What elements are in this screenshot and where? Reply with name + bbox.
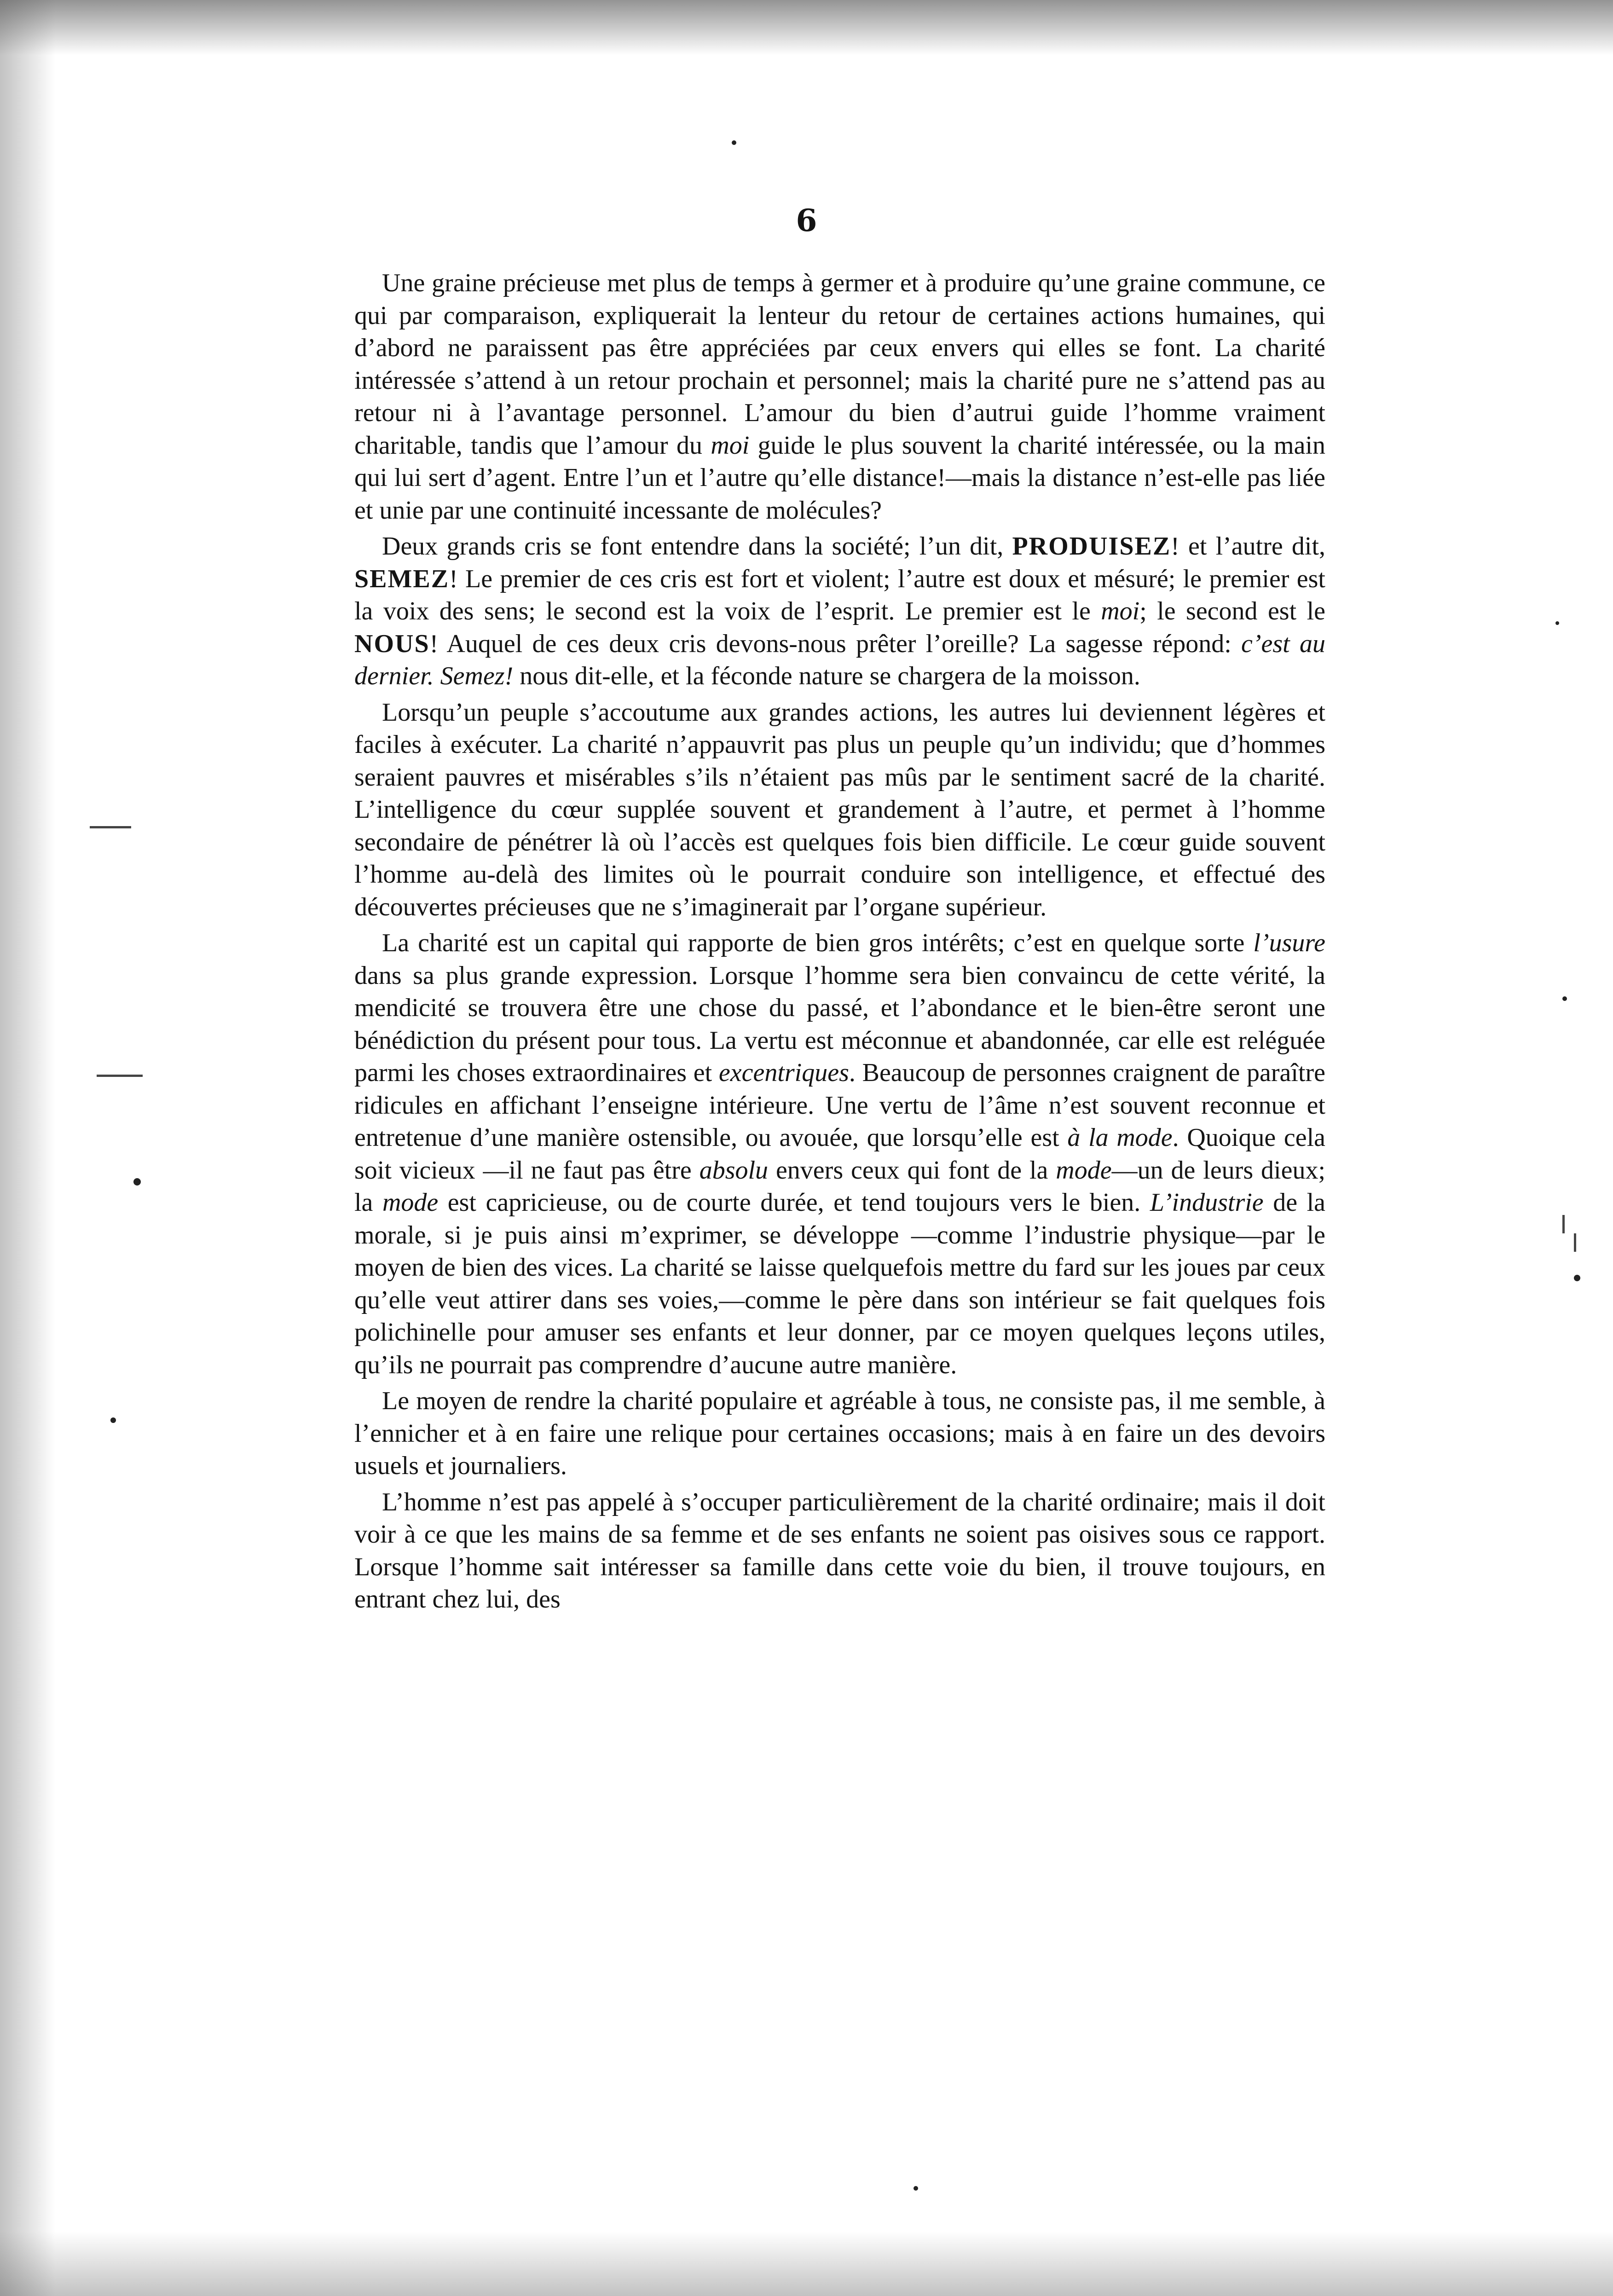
scan-edge-top [0, 0, 1613, 55]
paragraph-text: est capricieuse, ou de courte durée, et tend toujours vers le bien. [438, 1188, 1150, 1217]
body-text [354, 267, 1325, 1619]
paragraph-text: Le moyen de rendre la charité populaire et agréable à tous, ne consiste pas, il me semble, à l’ennicher et à en faire une relique pour certaines occasions; mais à en faire un des devoirs usuels et journaliers. [354, 1387, 1325, 1480]
paragraph-text: L’homme n’est pas appelé à s’occuper particulièrement de la charité ordinaire; mais il doit voir à ce que les mains de sa femme et de ses enfants ne soient pas oisives sous ce rapport. Lorsque l’homme sait intéresser sa famille dans cette voie du bien, il trouve toujours, en entrant chez lui, des [354, 1487, 1325, 1614]
italic-text: mode [382, 1188, 439, 1217]
paragraph [354, 1385, 1325, 1482]
paragraph-text: . Quoique cela soit vicieux —il ne faut pas être [354, 1123, 1325, 1185]
italic-text: moi [711, 431, 750, 460]
scan-edge-left [0, 0, 55, 2296]
emphasized-caps-text: SEMEZ [354, 564, 450, 593]
margin-mark [97, 1075, 143, 1077]
italic-text: c’est au dernier. Semez! [354, 629, 1326, 690]
paragraph [354, 1486, 1325, 1616]
paragraph-text: ; le second est le [1139, 597, 1325, 625]
paragraph-text: de la morale, si je puis ainsi m’exprimer, se développe —comme l’industrie physique—par le moyen de bien des vices. La charité se laisse quelquefois mettre du fard sur les joues par ceux qu’elle veut attirer dans ses voies,—comme le père dans son intérieur se fait quelques fois polichinelle pour amuser ses enfants et leur donner, par ce moyen quelques leçons utiles, qu’ils ne pourrait pas comprendre d’aucune autre manière. [354, 1188, 1325, 1379]
italic-text: L’industrie [1150, 1188, 1264, 1217]
italic-text: à la mode [1067, 1123, 1173, 1152]
paragraph-text: ! Auquel de ces deux cris devons-nous prêter l’oreille? La sagesse répond: [429, 629, 1242, 658]
paragraph-text: envers ceux qui font de la [768, 1156, 1056, 1185]
paragraph [354, 927, 1325, 1381]
emphasized-caps-text: NOUS [354, 629, 430, 658]
scan-speck [1574, 1275, 1580, 1281]
scan-speck [110, 1417, 116, 1423]
paragraph-text: —un de leurs dieux; la [354, 1156, 1325, 1217]
italic-text: moi [1101, 597, 1140, 625]
paragraph-text: nous dit-elle, et la féconde nature se chargera de la moisson. [513, 662, 1140, 690]
emphasized-caps-text: PRODUISEZ [1012, 532, 1171, 561]
scan-speck [133, 1178, 141, 1186]
italic-text: mode [1056, 1156, 1112, 1185]
paragraph-text: dans sa plus grande expression. Lorsque l’homme sera bien convaincu de cette vérité, la mendicité se trouvera être une chose du passé, et l’abondance et le bien-être seront une bénédiction du présent pour tous. La vertu est méconnue et abandonnée, car elle est reléguée parmi les choses extraordinaires et [354, 961, 1325, 1087]
italic-text: excentriques [718, 1058, 849, 1087]
paragraph-text: . Beaucoup de personnes craignent de paraître ridicules en affichant l’enseigne intérieure. Une vertu de l’âme n’est souvent reconnue et entretenue d’une manière ostensible, ou avouée, que lorsqu’elle est [354, 1058, 1326, 1152]
italic-text: l’usure [1253, 929, 1325, 957]
paragraph-text: Une graine précieuse met plus de temps à germer et à produire qu’une graine commune, ce qui par comparaison, expliquerait la lenteur du retour de certaines actions humaines, qui d’abord ne paraissent pas être appréciées par ceux envers qui elles se font. La charité intéressée s’attend à un retour prochain et personnel; mais la charité pure ne s’attend pas au retour ni à l’avantage personnel. L’amour du bien d’autrui guide l’homme vraiment charitable, tandis que l’amour du [354, 269, 1325, 460]
page-number: 6 [796, 202, 817, 238]
scan-speck [1555, 621, 1559, 625]
margin-mark [1562, 1215, 1565, 1233]
paragraph-text: guide le plus souvent la charité intéressée, ou la main qui lui sert d’agent. Entre l’un et l’autre qu’elle distance!—mais la distance n’est-elle pas liée et unie par une continuité incessante de molécules? [354, 431, 1325, 525]
scan-edge-bottom [0, 2232, 1613, 2296]
paragraph-text: ! Le premier de ces cris est fort et violent; l’autre est doux et mésuré; le premier est la voix des sens; le second est la voix de l’esprit. Le premier est le [354, 564, 1325, 625]
scan-speck [732, 140, 736, 145]
paragraph-text: ! et l’autre dit, [1171, 532, 1326, 561]
paragraph-text: Lorsqu’un peuple s’accoutume aux grandes actions, les autres lui deviennent légères et faciles à exécuter. La charité n’appauvrit pas plus un peuple qu’un individu; que d’hommes seraient pauvres et misérables s’ils n’étaient pas mûs par le sentiment sacré de la charité. L’intelligence du cœur supplée souvent et grandement à l’autre, et permet à l’homme secondaire de pénétrer là où l’accès est quelques fois bien difficile. Le cœur guide souvent l’homme au-delà des limites où le pourrait conduire son intelligence, et effectué des découvertes précieuses que ne s’imaginerait par l’organe supérieur. [354, 698, 1325, 921]
paragraph [354, 696, 1325, 924]
scan-speck [1562, 996, 1567, 1001]
paragraph [354, 267, 1325, 526]
margin-mark [1574, 1233, 1576, 1252]
scan-speck [913, 2186, 918, 2191]
paragraph [354, 530, 1325, 693]
paragraph-text: Deux grands cris se font entendre dans la société; l’un dit, [382, 532, 1012, 561]
margin-mark [90, 826, 131, 828]
italic-text: absolu [699, 1156, 769, 1185]
paragraph-text: La charité est un capital qui rapporte de bien gros intérêts; c’est en quelque sorte [382, 929, 1254, 957]
